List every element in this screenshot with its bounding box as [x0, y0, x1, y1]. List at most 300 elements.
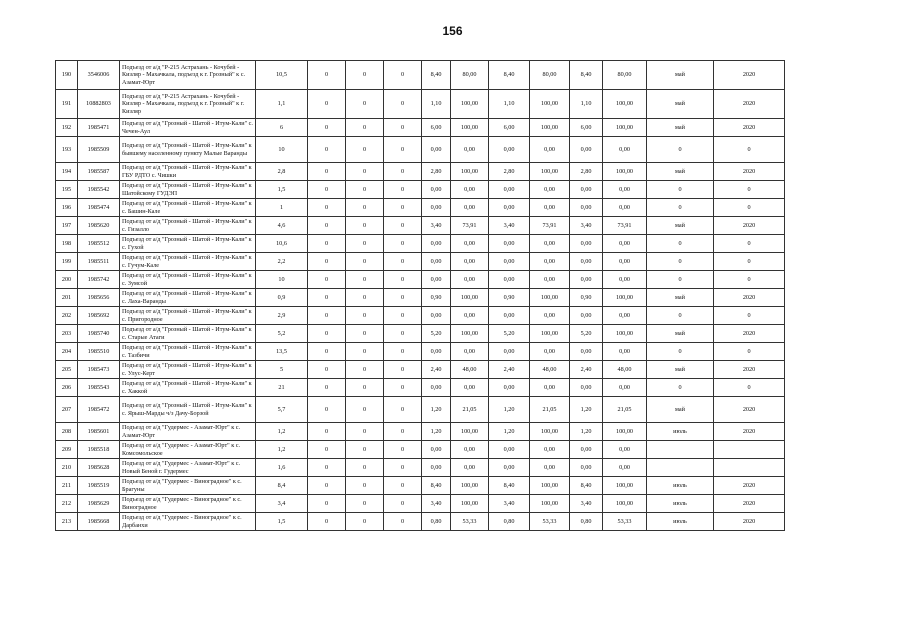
- value-cell: 0: [346, 137, 384, 163]
- table-row: [56, 343, 785, 361]
- table-row: [56, 199, 785, 217]
- percent-cell: 100,00: [530, 90, 570, 119]
- road-code-cell: 1985656: [78, 289, 120, 307]
- month-cell: май: [647, 289, 714, 307]
- percent-cell: 73,91: [530, 217, 570, 235]
- table-row: [56, 307, 785, 325]
- year-cell: 0: [714, 137, 785, 163]
- value-cell: 0: [346, 495, 384, 513]
- percent-cell: 21,05: [530, 397, 570, 423]
- value-cell: 0,00: [422, 459, 451, 477]
- year-cell: 2020: [714, 289, 785, 307]
- road-code-cell: 1985519: [78, 477, 120, 495]
- value-cell: 0: [384, 423, 422, 441]
- value-cell: 0,00: [422, 379, 451, 397]
- percent-cell: 48,00: [530, 361, 570, 379]
- road-description-cell: Подъезд от а/д "Гудермес - Азамат-Юрт" к с. Азамат-Юрт: [120, 423, 256, 441]
- value-cell: 0: [384, 119, 422, 137]
- percent-cell: 73,91: [451, 217, 489, 235]
- year-cell: 0: [714, 253, 785, 271]
- percent-cell: 0,00: [603, 199, 647, 217]
- value-cell: 3,40: [570, 217, 603, 235]
- percent-cell: 80,00: [451, 61, 489, 90]
- percent-cell: 0,00: [530, 253, 570, 271]
- value-cell: 0: [346, 361, 384, 379]
- value-cell: 0,00: [570, 137, 603, 163]
- road-code-cell: 1985543: [78, 379, 120, 397]
- road-description-cell: Подъезд от а/д "Грозный - Шатой - Итум-Кали" к ГБУ РДТО с. Чишки: [120, 163, 256, 181]
- road-code-cell: 1985740: [78, 325, 120, 343]
- road-code-cell: 1985511: [78, 253, 120, 271]
- percent-cell: 100,00: [451, 325, 489, 343]
- value-cell: 0: [346, 397, 384, 423]
- value-cell: 0: [308, 361, 346, 379]
- row-number-cell: 193: [56, 137, 78, 163]
- month-cell: 0: [647, 271, 714, 289]
- table-row: [56, 441, 785, 459]
- length-cell: 1,2: [256, 423, 308, 441]
- percent-cell: 100,00: [530, 477, 570, 495]
- value-cell: 0: [384, 235, 422, 253]
- road-description-cell: Подъезд от а/д "Гудермес - Виноградное" к с. Виноградное: [120, 495, 256, 513]
- month-cell: 0: [647, 253, 714, 271]
- year-cell: 2020: [714, 397, 785, 423]
- table-row: [56, 513, 785, 531]
- year-cell: 2020: [714, 217, 785, 235]
- road-code-cell: 1985509: [78, 137, 120, 163]
- month-cell: 0: [647, 137, 714, 163]
- month-cell: май: [647, 325, 714, 343]
- table-row: [56, 61, 785, 90]
- road-description-cell: Подъезд от а/д "Грозный - Шатой - Итум-Кали" к с. Тазбичи: [120, 343, 256, 361]
- value-cell: 0: [346, 181, 384, 199]
- year-cell: 0: [714, 199, 785, 217]
- table-row: [56, 289, 785, 307]
- value-cell: 0: [346, 325, 384, 343]
- value-cell: 1,20: [489, 423, 530, 441]
- percent-cell: 0,00: [603, 271, 647, 289]
- row-number-cell: 213: [56, 513, 78, 531]
- percent-cell: 0,00: [530, 441, 570, 459]
- length-cell: 21: [256, 379, 308, 397]
- month-cell: май: [647, 361, 714, 379]
- percent-cell: 0,00: [530, 307, 570, 325]
- value-cell: 0: [384, 325, 422, 343]
- value-cell: 0: [384, 361, 422, 379]
- road-code-cell: 1985542: [78, 181, 120, 199]
- road-description-cell: Подъезд от а/д "Грозный - Шатой - Итум-Кали" к с. Гизалло: [120, 217, 256, 235]
- percent-cell: 100,00: [603, 477, 647, 495]
- percent-cell: 0,00: [451, 379, 489, 397]
- value-cell: 0: [346, 379, 384, 397]
- percent-cell: 100,00: [451, 163, 489, 181]
- value-cell: 0: [346, 163, 384, 181]
- value-cell: 0: [308, 90, 346, 119]
- month-cell: май: [647, 61, 714, 90]
- percent-cell: 100,00: [530, 289, 570, 307]
- month-cell: 0: [647, 181, 714, 199]
- value-cell: 0: [308, 137, 346, 163]
- value-cell: 0: [308, 307, 346, 325]
- road-code-cell: 1985472: [78, 397, 120, 423]
- value-cell: 2,80: [489, 163, 530, 181]
- value-cell: 6,00: [489, 119, 530, 137]
- percent-cell: 100,00: [451, 423, 489, 441]
- value-cell: 0: [346, 235, 384, 253]
- year-cell: 2020: [714, 325, 785, 343]
- road-code-cell: 1985620: [78, 217, 120, 235]
- percent-cell: 0,00: [603, 253, 647, 271]
- value-cell: 0,00: [570, 271, 603, 289]
- road-description-cell: Подъезд от а/д "Р-215 Астрахань - Кочубей - Кизляр - Махачкала, подъезд к г. Грозный" к г. Кизляр: [120, 90, 256, 119]
- row-number-cell: 202: [56, 307, 78, 325]
- value-cell: 0: [384, 137, 422, 163]
- table-row: [56, 495, 785, 513]
- value-cell: 0: [384, 163, 422, 181]
- percent-cell: 0,00: [603, 307, 647, 325]
- row-number-cell: 208: [56, 423, 78, 441]
- row-number-cell: 198: [56, 235, 78, 253]
- length-cell: 6: [256, 119, 308, 137]
- value-cell: 0: [346, 513, 384, 531]
- percent-cell: 21,05: [603, 397, 647, 423]
- length-cell: 10,6: [256, 235, 308, 253]
- year-cell: 0: [714, 379, 785, 397]
- value-cell: 3,40: [489, 495, 530, 513]
- value-cell: 0: [384, 379, 422, 397]
- year-cell: 0: [714, 235, 785, 253]
- value-cell: 0: [384, 477, 422, 495]
- value-cell: 0: [346, 61, 384, 90]
- percent-cell: 0,00: [451, 307, 489, 325]
- table-row: [56, 423, 785, 441]
- value-cell: 0: [308, 423, 346, 441]
- row-number-cell: 210: [56, 459, 78, 477]
- percent-cell: 100,00: [603, 325, 647, 343]
- row-number-cell: 195: [56, 181, 78, 199]
- row-number-cell: 197: [56, 217, 78, 235]
- percent-cell: 21,05: [451, 397, 489, 423]
- road-code-cell: 1985742: [78, 271, 120, 289]
- percent-cell: 0,00: [603, 343, 647, 361]
- table-row: [56, 235, 785, 253]
- table-row: [56, 325, 785, 343]
- value-cell: 2,40: [570, 361, 603, 379]
- value-cell: 6,00: [570, 119, 603, 137]
- value-cell: 0: [384, 253, 422, 271]
- value-cell: 0: [346, 253, 384, 271]
- percent-cell: 0,00: [530, 235, 570, 253]
- value-cell: 0: [308, 217, 346, 235]
- value-cell: 0: [308, 513, 346, 531]
- length-cell: 1,2: [256, 441, 308, 459]
- value-cell: 0: [346, 477, 384, 495]
- percent-cell: 0,00: [603, 235, 647, 253]
- road-code-cell: 1985668: [78, 513, 120, 531]
- year-cell: 0: [714, 181, 785, 199]
- percent-cell: 48,00: [451, 361, 489, 379]
- value-cell: 3,40: [570, 495, 603, 513]
- value-cell: 1,20: [422, 423, 451, 441]
- value-cell: 2,80: [570, 163, 603, 181]
- month-cell: 0: [647, 235, 714, 253]
- road-description-cell: Подъезд от а/д "Р-215 Астрахань - Кочубей - Кизляр - Махачкала, подъезд к г. Грозный" к с. Азамат-Юрт: [120, 61, 256, 90]
- road-description-cell: Подъезд от а/д "Гудермес - Виноградное" к с. Брагуны: [120, 477, 256, 495]
- value-cell: 8,40: [489, 477, 530, 495]
- percent-cell: 100,00: [451, 119, 489, 137]
- year-cell: 0: [714, 307, 785, 325]
- value-cell: 3,40: [489, 217, 530, 235]
- value-cell: 0: [346, 90, 384, 119]
- value-cell: 0,00: [489, 137, 530, 163]
- value-cell: 0,00: [570, 343, 603, 361]
- value-cell: 0,00: [570, 253, 603, 271]
- year-cell: 2020: [714, 423, 785, 441]
- value-cell: 0: [308, 379, 346, 397]
- road-code-cell: 10882803: [78, 90, 120, 119]
- road-description-cell: Подъезд от а/д "Грозный - Шатой - Итум-Кали" к с. Ярыш-Марды ч/з Дачу-Борзой: [120, 397, 256, 423]
- value-cell: 0,00: [489, 441, 530, 459]
- value-cell: 0: [346, 423, 384, 441]
- value-cell: 5,20: [422, 325, 451, 343]
- length-cell: 1: [256, 199, 308, 217]
- year-cell: 0: [714, 343, 785, 361]
- percent-cell: 100,00: [530, 423, 570, 441]
- percent-cell: 0,00: [603, 137, 647, 163]
- percent-cell: 100,00: [603, 163, 647, 181]
- length-cell: 1,5: [256, 181, 308, 199]
- page-number: 156: [442, 24, 463, 38]
- year-cell: 2020: [714, 477, 785, 495]
- row-number-cell: 194: [56, 163, 78, 181]
- value-cell: 1,20: [570, 397, 603, 423]
- year-cell: 0: [714, 271, 785, 289]
- percent-cell: 80,00: [603, 61, 647, 90]
- value-cell: 0,90: [570, 289, 603, 307]
- percent-cell: 100,00: [603, 90, 647, 119]
- table-row: [56, 361, 785, 379]
- road-description-cell: Подъезд от а/д "Грозный - Шатой - Итум-Кали" к бывшему населенному пункту Малые Варанды: [120, 137, 256, 163]
- year-cell: 2020: [714, 61, 785, 90]
- value-cell: 2,40: [489, 361, 530, 379]
- percent-cell: 0,00: [603, 379, 647, 397]
- value-cell: 0,00: [570, 199, 603, 217]
- row-number-cell: 206: [56, 379, 78, 397]
- table-row: [56, 163, 785, 181]
- percent-cell: 0,00: [451, 235, 489, 253]
- road-description-cell: Подъезд от а/д "Грозный - Шатой - Итум-Кали" к с. Лаха-Варанды: [120, 289, 256, 307]
- value-cell: 0: [346, 289, 384, 307]
- row-number-cell: 192: [56, 119, 78, 137]
- year-cell: [714, 459, 785, 477]
- value-cell: 8,40: [422, 61, 451, 90]
- row-number-cell: 190: [56, 61, 78, 90]
- length-cell: 8,4: [256, 477, 308, 495]
- length-cell: 0,9: [256, 289, 308, 307]
- road-description-cell: Подъезд от а/д "Грозный - Шатой - Итум-Кали" к с. Старые Атаги: [120, 325, 256, 343]
- percent-cell: 0,00: [603, 441, 647, 459]
- road-code-cell: 1985692: [78, 307, 120, 325]
- value-cell: 0: [308, 61, 346, 90]
- value-cell: 0: [384, 61, 422, 90]
- percent-cell: 0,00: [451, 181, 489, 199]
- percent-cell: 100,00: [603, 289, 647, 307]
- value-cell: 0: [384, 441, 422, 459]
- month-cell: 0: [647, 343, 714, 361]
- value-cell: 6,00: [422, 119, 451, 137]
- percent-cell: 100,00: [603, 119, 647, 137]
- value-cell: 0,00: [570, 459, 603, 477]
- percent-cell: 0,00: [530, 343, 570, 361]
- row-number-cell: 201: [56, 289, 78, 307]
- value-cell: 0: [308, 163, 346, 181]
- value-cell: 5,20: [489, 325, 530, 343]
- month-cell: май: [647, 217, 714, 235]
- percent-cell: 53,33: [451, 513, 489, 531]
- value-cell: 0,00: [570, 441, 603, 459]
- value-cell: 0: [384, 181, 422, 199]
- value-cell: 0: [346, 307, 384, 325]
- road-description-cell: Подъезд от а/д "Грозный - Шатой - Итум-Кали" к с. Башин-Кале: [120, 199, 256, 217]
- percent-cell: 100,00: [603, 423, 647, 441]
- percent-cell: 48,00: [603, 361, 647, 379]
- road-description-cell: Подъезд от а/д "Грозный - Шатой - Итум-Кали" с. Чечен-Аул: [120, 119, 256, 137]
- table-row: [56, 397, 785, 423]
- percent-cell: 73,91: [603, 217, 647, 235]
- value-cell: 0: [346, 271, 384, 289]
- percent-cell: 0,00: [451, 199, 489, 217]
- value-cell: 0,00: [489, 253, 530, 271]
- month-cell: май: [647, 90, 714, 119]
- value-cell: 0: [384, 217, 422, 235]
- length-cell: 13,5: [256, 343, 308, 361]
- table-row: [56, 379, 785, 397]
- value-cell: 0,00: [489, 379, 530, 397]
- month-cell: 0: [647, 379, 714, 397]
- value-cell: 0: [346, 119, 384, 137]
- percent-cell: 100,00: [530, 163, 570, 181]
- value-cell: 0: [384, 199, 422, 217]
- month-cell: [647, 459, 714, 477]
- length-cell: 5: [256, 361, 308, 379]
- row-number-cell: 203: [56, 325, 78, 343]
- month-cell: июль: [647, 513, 714, 531]
- value-cell: 2,80: [422, 163, 451, 181]
- year-cell: 2020: [714, 513, 785, 531]
- road-table: [55, 60, 785, 531]
- value-cell: 0,00: [422, 307, 451, 325]
- value-cell: 1,10: [489, 90, 530, 119]
- year-cell: 2020: [714, 495, 785, 513]
- value-cell: 0,00: [489, 343, 530, 361]
- value-cell: 0: [384, 90, 422, 119]
- value-cell: 0: [384, 495, 422, 513]
- year-cell: 2020: [714, 361, 785, 379]
- value-cell: 0: [308, 253, 346, 271]
- table-row: [56, 181, 785, 199]
- percent-cell: 100,00: [530, 495, 570, 513]
- percent-cell: 0,00: [530, 137, 570, 163]
- value-cell: 0,90: [422, 289, 451, 307]
- value-cell: 0,00: [422, 235, 451, 253]
- value-cell: 8,40: [489, 61, 530, 90]
- value-cell: 1,10: [570, 90, 603, 119]
- value-cell: 0: [308, 397, 346, 423]
- length-cell: 10: [256, 137, 308, 163]
- value-cell: 0: [308, 235, 346, 253]
- value-cell: 0,00: [422, 137, 451, 163]
- length-cell: 1,6: [256, 459, 308, 477]
- value-cell: 0,00: [489, 307, 530, 325]
- percent-cell: 0,00: [530, 199, 570, 217]
- value-cell: 0,00: [422, 441, 451, 459]
- value-cell: 3,40: [422, 495, 451, 513]
- value-cell: 0: [308, 495, 346, 513]
- road-code-cell: 1985628: [78, 459, 120, 477]
- percent-cell: 100,00: [451, 477, 489, 495]
- percent-cell: 80,00: [530, 61, 570, 90]
- row-number-cell: 191: [56, 90, 78, 119]
- month-cell: июль: [647, 477, 714, 495]
- road-code-cell: 1985471: [78, 119, 120, 137]
- value-cell: 0: [346, 441, 384, 459]
- value-cell: 0,00: [570, 181, 603, 199]
- percent-cell: 0,00: [603, 181, 647, 199]
- value-cell: 0: [346, 199, 384, 217]
- table-row: [56, 477, 785, 495]
- length-cell: 10: [256, 271, 308, 289]
- value-cell: 0,00: [489, 181, 530, 199]
- value-cell: 2,40: [422, 361, 451, 379]
- month-cell: июль: [647, 423, 714, 441]
- length-cell: 4,6: [256, 217, 308, 235]
- value-cell: 8,40: [570, 477, 603, 495]
- value-cell: 0,00: [422, 199, 451, 217]
- road-description-cell: Подъезд от а/д "Грозный - Шатой - Итум-Кали" к с. Хаккой: [120, 379, 256, 397]
- year-cell: 2020: [714, 90, 785, 119]
- value-cell: 0,00: [422, 343, 451, 361]
- percent-cell: 100,00: [451, 495, 489, 513]
- month-cell: 0: [647, 307, 714, 325]
- percent-cell: 0,00: [451, 459, 489, 477]
- value-cell: 0: [384, 289, 422, 307]
- value-cell: 0,00: [570, 235, 603, 253]
- road-code-cell: 1985473: [78, 361, 120, 379]
- length-cell: 10,5: [256, 61, 308, 90]
- road-description-cell: Подъезд от а/д "Грозный - Шатой - Итум-Кали" к с. Гухой: [120, 235, 256, 253]
- value-cell: 0,00: [489, 199, 530, 217]
- month-cell: [647, 441, 714, 459]
- row-number-cell: 196: [56, 199, 78, 217]
- row-number-cell: 204: [56, 343, 78, 361]
- percent-cell: 0,00: [451, 271, 489, 289]
- month-cell: май: [647, 397, 714, 423]
- value-cell: 0,00: [489, 235, 530, 253]
- month-cell: май: [647, 119, 714, 137]
- percent-cell: 100,00: [530, 325, 570, 343]
- road-code-cell: 1985601: [78, 423, 120, 441]
- value-cell: 0: [308, 343, 346, 361]
- value-cell: 0: [384, 343, 422, 361]
- value-cell: 0,00: [422, 253, 451, 271]
- road-description-cell: Подъезд от а/д "Гудермес - Азамат-Юрт" к с. Комсомольское: [120, 441, 256, 459]
- value-cell: 1,20: [422, 397, 451, 423]
- length-cell: 2,8: [256, 163, 308, 181]
- percent-cell: 100,00: [451, 90, 489, 119]
- value-cell: 0: [308, 181, 346, 199]
- road-description-cell: Подъезд от а/д "Грозный - Шатой - Итум-Кали" к с. Улус-Керт: [120, 361, 256, 379]
- length-cell: 2,9: [256, 307, 308, 325]
